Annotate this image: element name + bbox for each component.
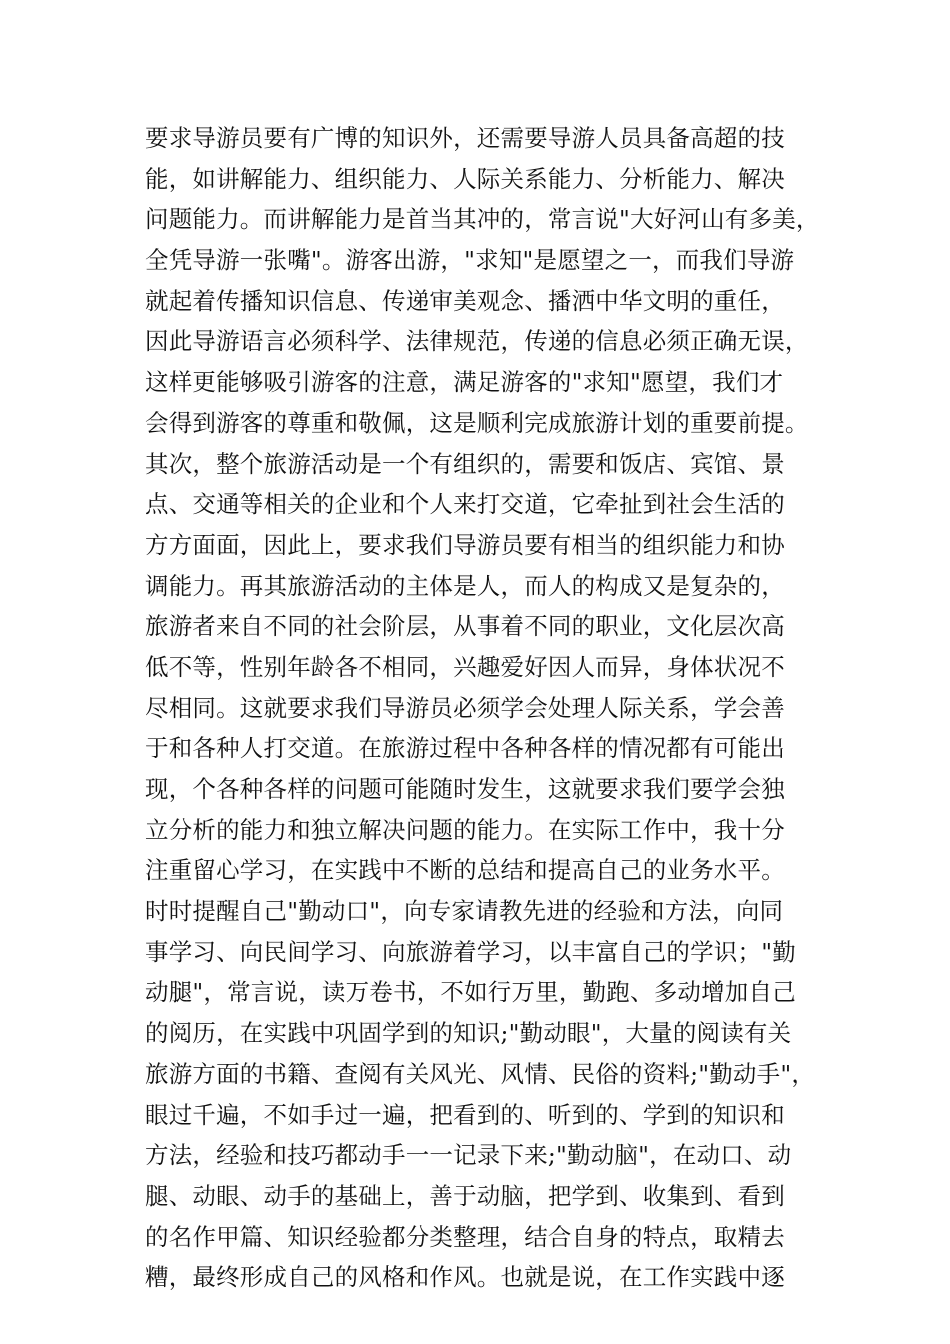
text-line: 眼过千遍，不如手过一遍，把看到的、听到的、学到的知识和 <box>145 1100 785 1129</box>
text-line: 糟，最终形成自己的风格和作风。也就是说，在工作实践中逐 <box>145 1263 785 1292</box>
body-text <box>145 118 825 1298</box>
text-line: 要求导游员要有广博的知识外，还需要导游人员具备高超的技 <box>145 124 785 152</box>
text-line: 其次，整个旅游活动是一个有组织的，需要和饭店、宾馆、景 <box>145 449 785 478</box>
text-line: 方法，经验和技巧都动手一一记录下来;"勤动脑"，在动口、动 <box>145 1141 792 1170</box>
text-line: 方方面面，因此上，要求我们导游员要有相当的组织能力和协 <box>145 530 785 559</box>
text-line: 会得到游客的尊重和敬佩，这是顺利完成旅游计划的重要前提。 <box>145 408 809 437</box>
text-line: 因此导游语言必须科学、法律规范，传递的信息必须正确无误， <box>145 327 809 356</box>
text-line: 旅游方面的书籍、查阅有关风光、风情、民俗的资料;"勤动手"， <box>145 1059 816 1088</box>
text-line: 动腿"，常言说，读万卷书，不如行万里，勤跑、多动增加自己 <box>145 978 796 1007</box>
text-line: 腿、动眼、动手的基础上，善于动脑，把学到、收集到、看到 <box>145 1181 785 1210</box>
text-line: 点、交通等相关的企业和个人来打交道，它牵扯到社会生活的 <box>145 490 785 519</box>
text-line: 这样更能够吸引游客的注意，满足游客的"求知"愿望，我们才 <box>145 368 784 397</box>
text-line: 注重留心学习，在实践中不断的总结和提高自己的业务水平。 <box>145 856 785 885</box>
text-line: 立分析的能力和独立解决问题的能力。在实际工作中，我十分 <box>145 815 785 844</box>
text-line: 于和各种人打交道。在旅游过程中各种各样的情况都有可能出 <box>145 734 785 763</box>
text-line: 问题能力。而讲解能力是首当其冲的，常言说"大好河山有多美， <box>145 205 820 234</box>
text-line: 的阅历，在实践中巩固学到的知识;"勤动眼"，大量的阅读有关 <box>145 1019 792 1048</box>
text-line: 全凭导游一张嘴"。游客出游，"求知"是愿望之一，而我们导游 <box>145 246 795 275</box>
text-line: 的名作甲篇、知识经验都分类整理，结合自身的特点，取精去 <box>145 1222 785 1251</box>
text-line: 尽相同。这就要求我们导游员必须学会处理人际关系，学会善 <box>145 693 785 722</box>
text-line: 调能力。再其旅游活动的主体是人，而人的构成又是复杂的， <box>145 571 785 600</box>
text-line: 低不等，性别年龄各不相同，兴趣爱好因人而异，身体状况不 <box>145 652 785 681</box>
text-line: 事学习、向民间学习、向旅游着学习，以丰富自己的学识；"勤 <box>145 937 796 966</box>
text-line: 时时提醒自己"勤动口"，向专家请教先进的经验和方法，向同 <box>145 897 784 926</box>
text-line: 就起着传播知识信息、传递审美观念、播洒中华文明的重任， <box>145 286 785 315</box>
text-line: 能，如讲解能力、组织能力、人际关系能力、分析能力、解决 <box>145 164 785 193</box>
text-line: 现，个各种各样的问题可能随时发生，这就要求我们要学会独 <box>145 775 785 803</box>
text-line: 旅游者来自不同的社会阶层，从事着不同的职业，文化层次高 <box>145 612 785 641</box>
